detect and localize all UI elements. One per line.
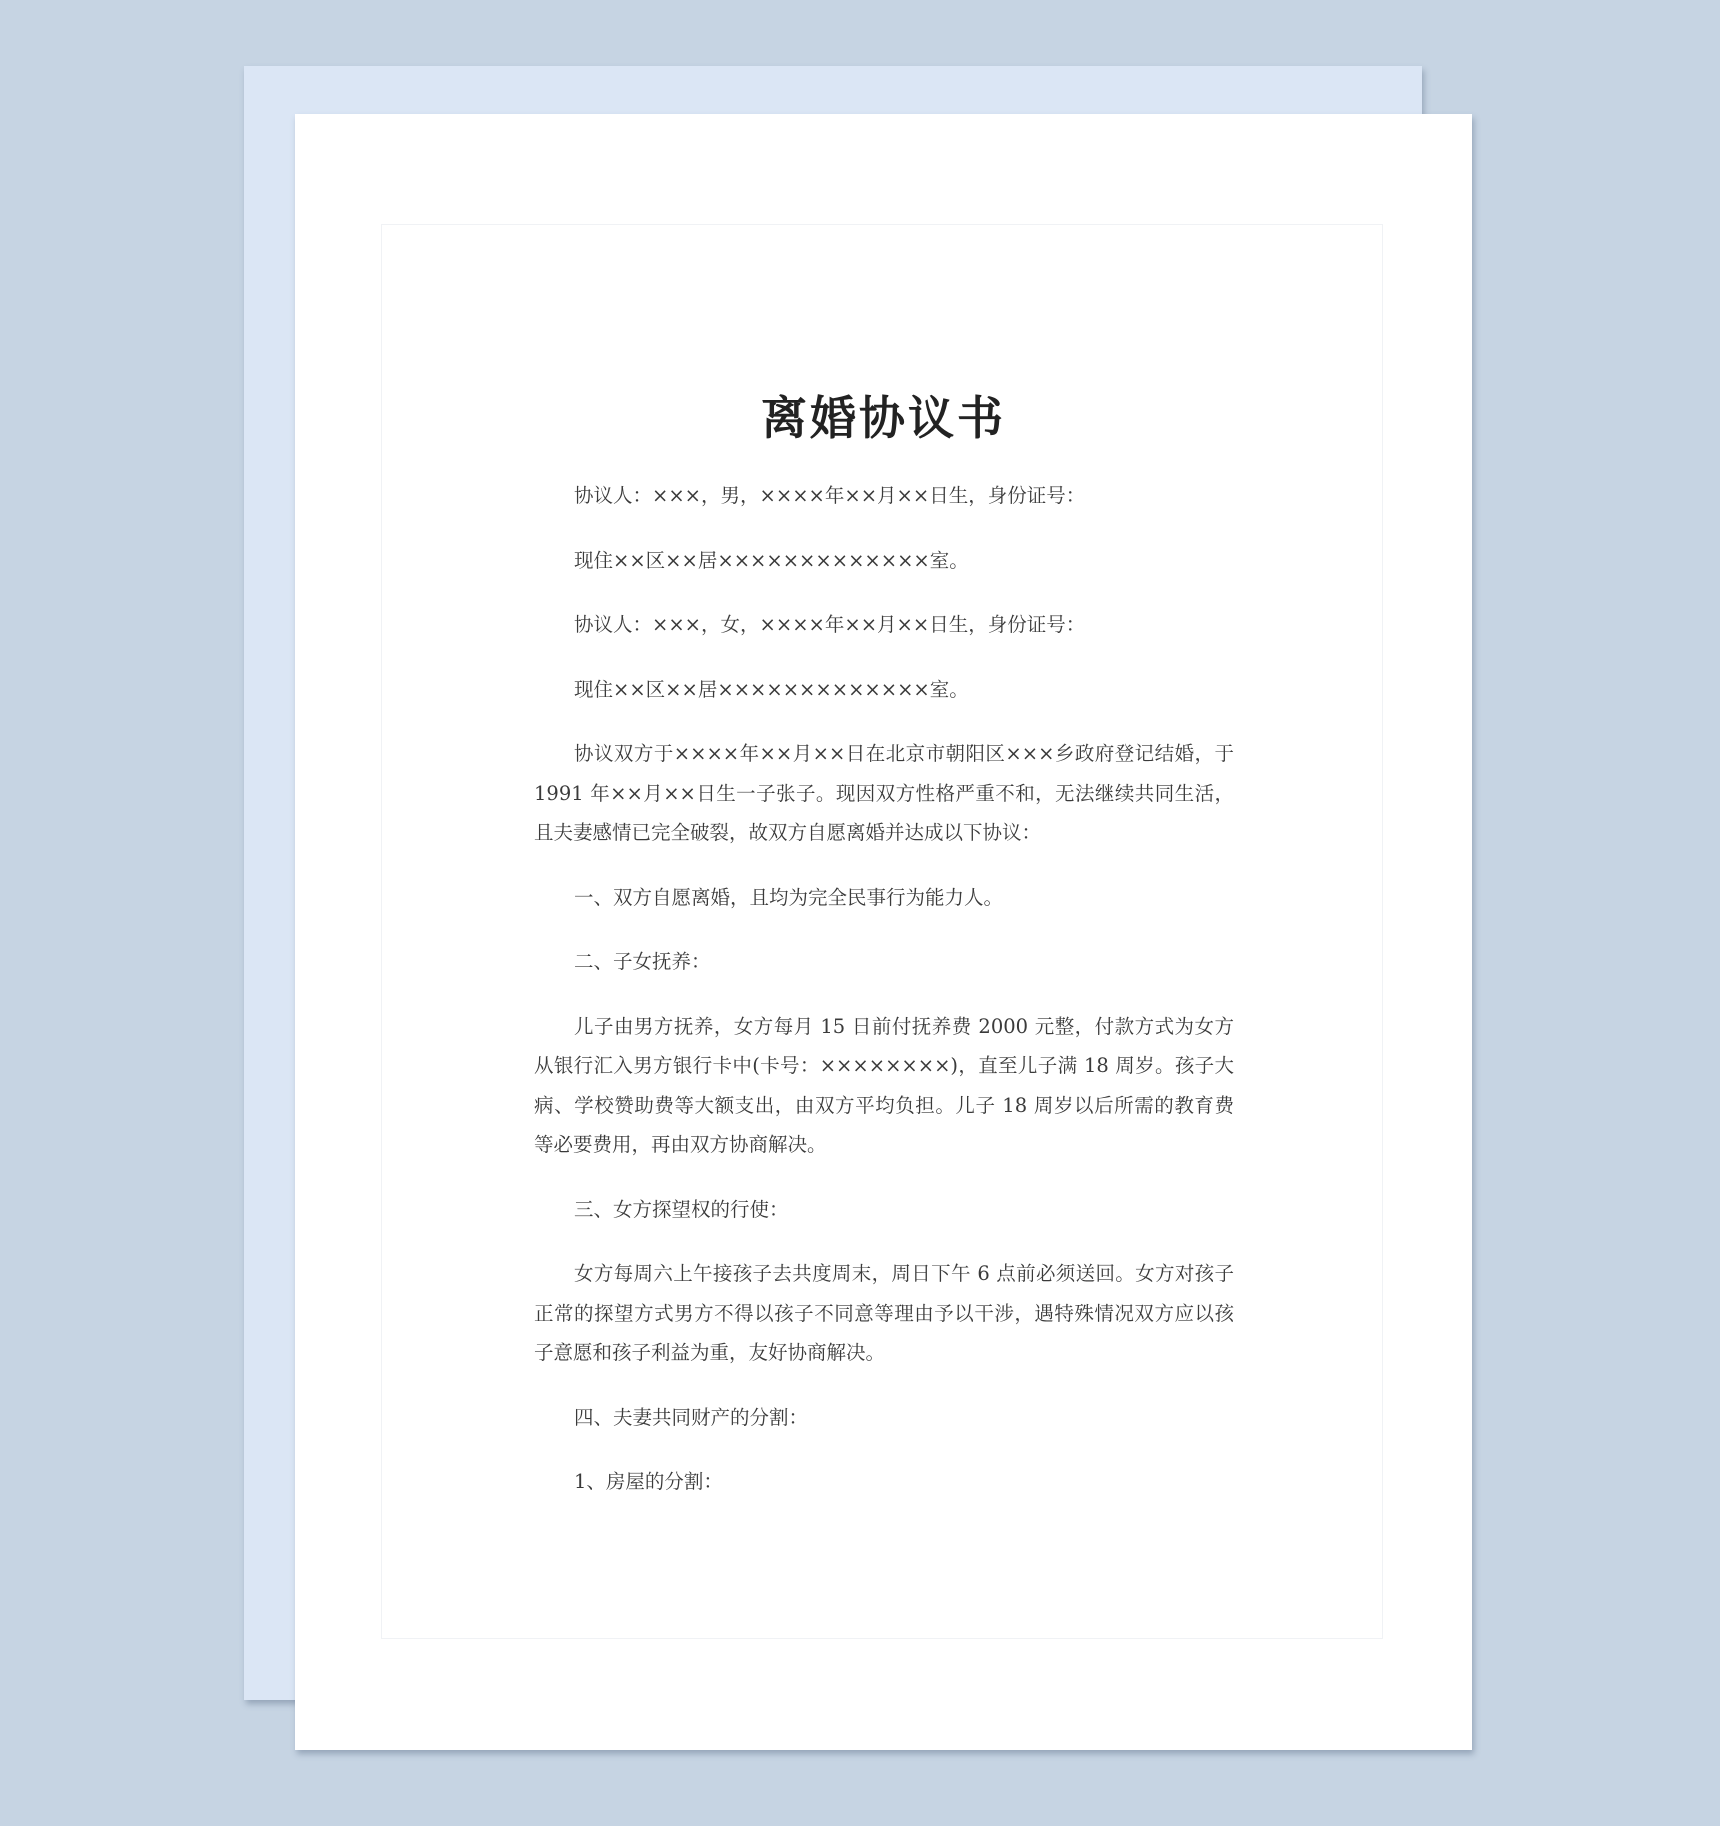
paragraph-preamble: 协议双方于××××年××月××日在北京市朝阳区×××乡政府登记结婚，于 1991 年××月××日生一子张子。现因双方性格严重不和，无法继续共同生活，且夫妻感情已完全破裂，故双方自愿离婚并达成以下协议： — [534, 742, 1234, 844]
paragraph-party-male: 协议人：×××，男，××××年××月××日生，身份证号： — [574, 484, 1086, 507]
document-title: 离婚协议书 — [761, 391, 1006, 445]
clause-1: 一、双方自愿离婚，且均为完全民事行为能力人。 — [574, 885, 1004, 909]
paragraph-address-male: 现住××区××居×××××××××××××室。 — [574, 548, 969, 572]
document-page — [295, 114, 1472, 1750]
clause-4-heading: 四、夫妻共同财产的分割： — [574, 1405, 809, 1429]
clause-4-item-1: 1、房屋的分割： — [574, 1470, 723, 1493]
clause-2-heading: 二、子女抚养： — [574, 950, 711, 973]
paragraph-party-female: 协议人：×××，女，××××年××月××日生，身份证号： — [574, 613, 1086, 636]
clause-3-heading: 三、女方探望权的行使： — [574, 1197, 789, 1221]
clause-2-body: 儿子由男方抚养，女方每月 15 日前付抚养费 2000 元整，付款方式为女方从银行汇入男方银行卡中(卡号：××××××××)，直至儿子满 18 周岁。孩子大病、学校赞助费等大额支出，由双方平均负担。儿子 18 周岁以后所需的教育费等必要费用，再由双方协商解决。 — [534, 1014, 1234, 1156]
clause-3-body: 女方每周六上午接孩子去共度周末，周日下午 6 点前必须送回。女方对孩子正常的探望方式男方不得以孩子不同意等理由予以干涉，遇特殊情况双方应以孩子意愿和孩子利益为重，友好协商解决。 — [534, 1262, 1234, 1364]
document-body — [534, 476, 1234, 1527]
paragraph-address-female: 现住××区××居×××××××××××××室。 — [574, 677, 969, 701]
